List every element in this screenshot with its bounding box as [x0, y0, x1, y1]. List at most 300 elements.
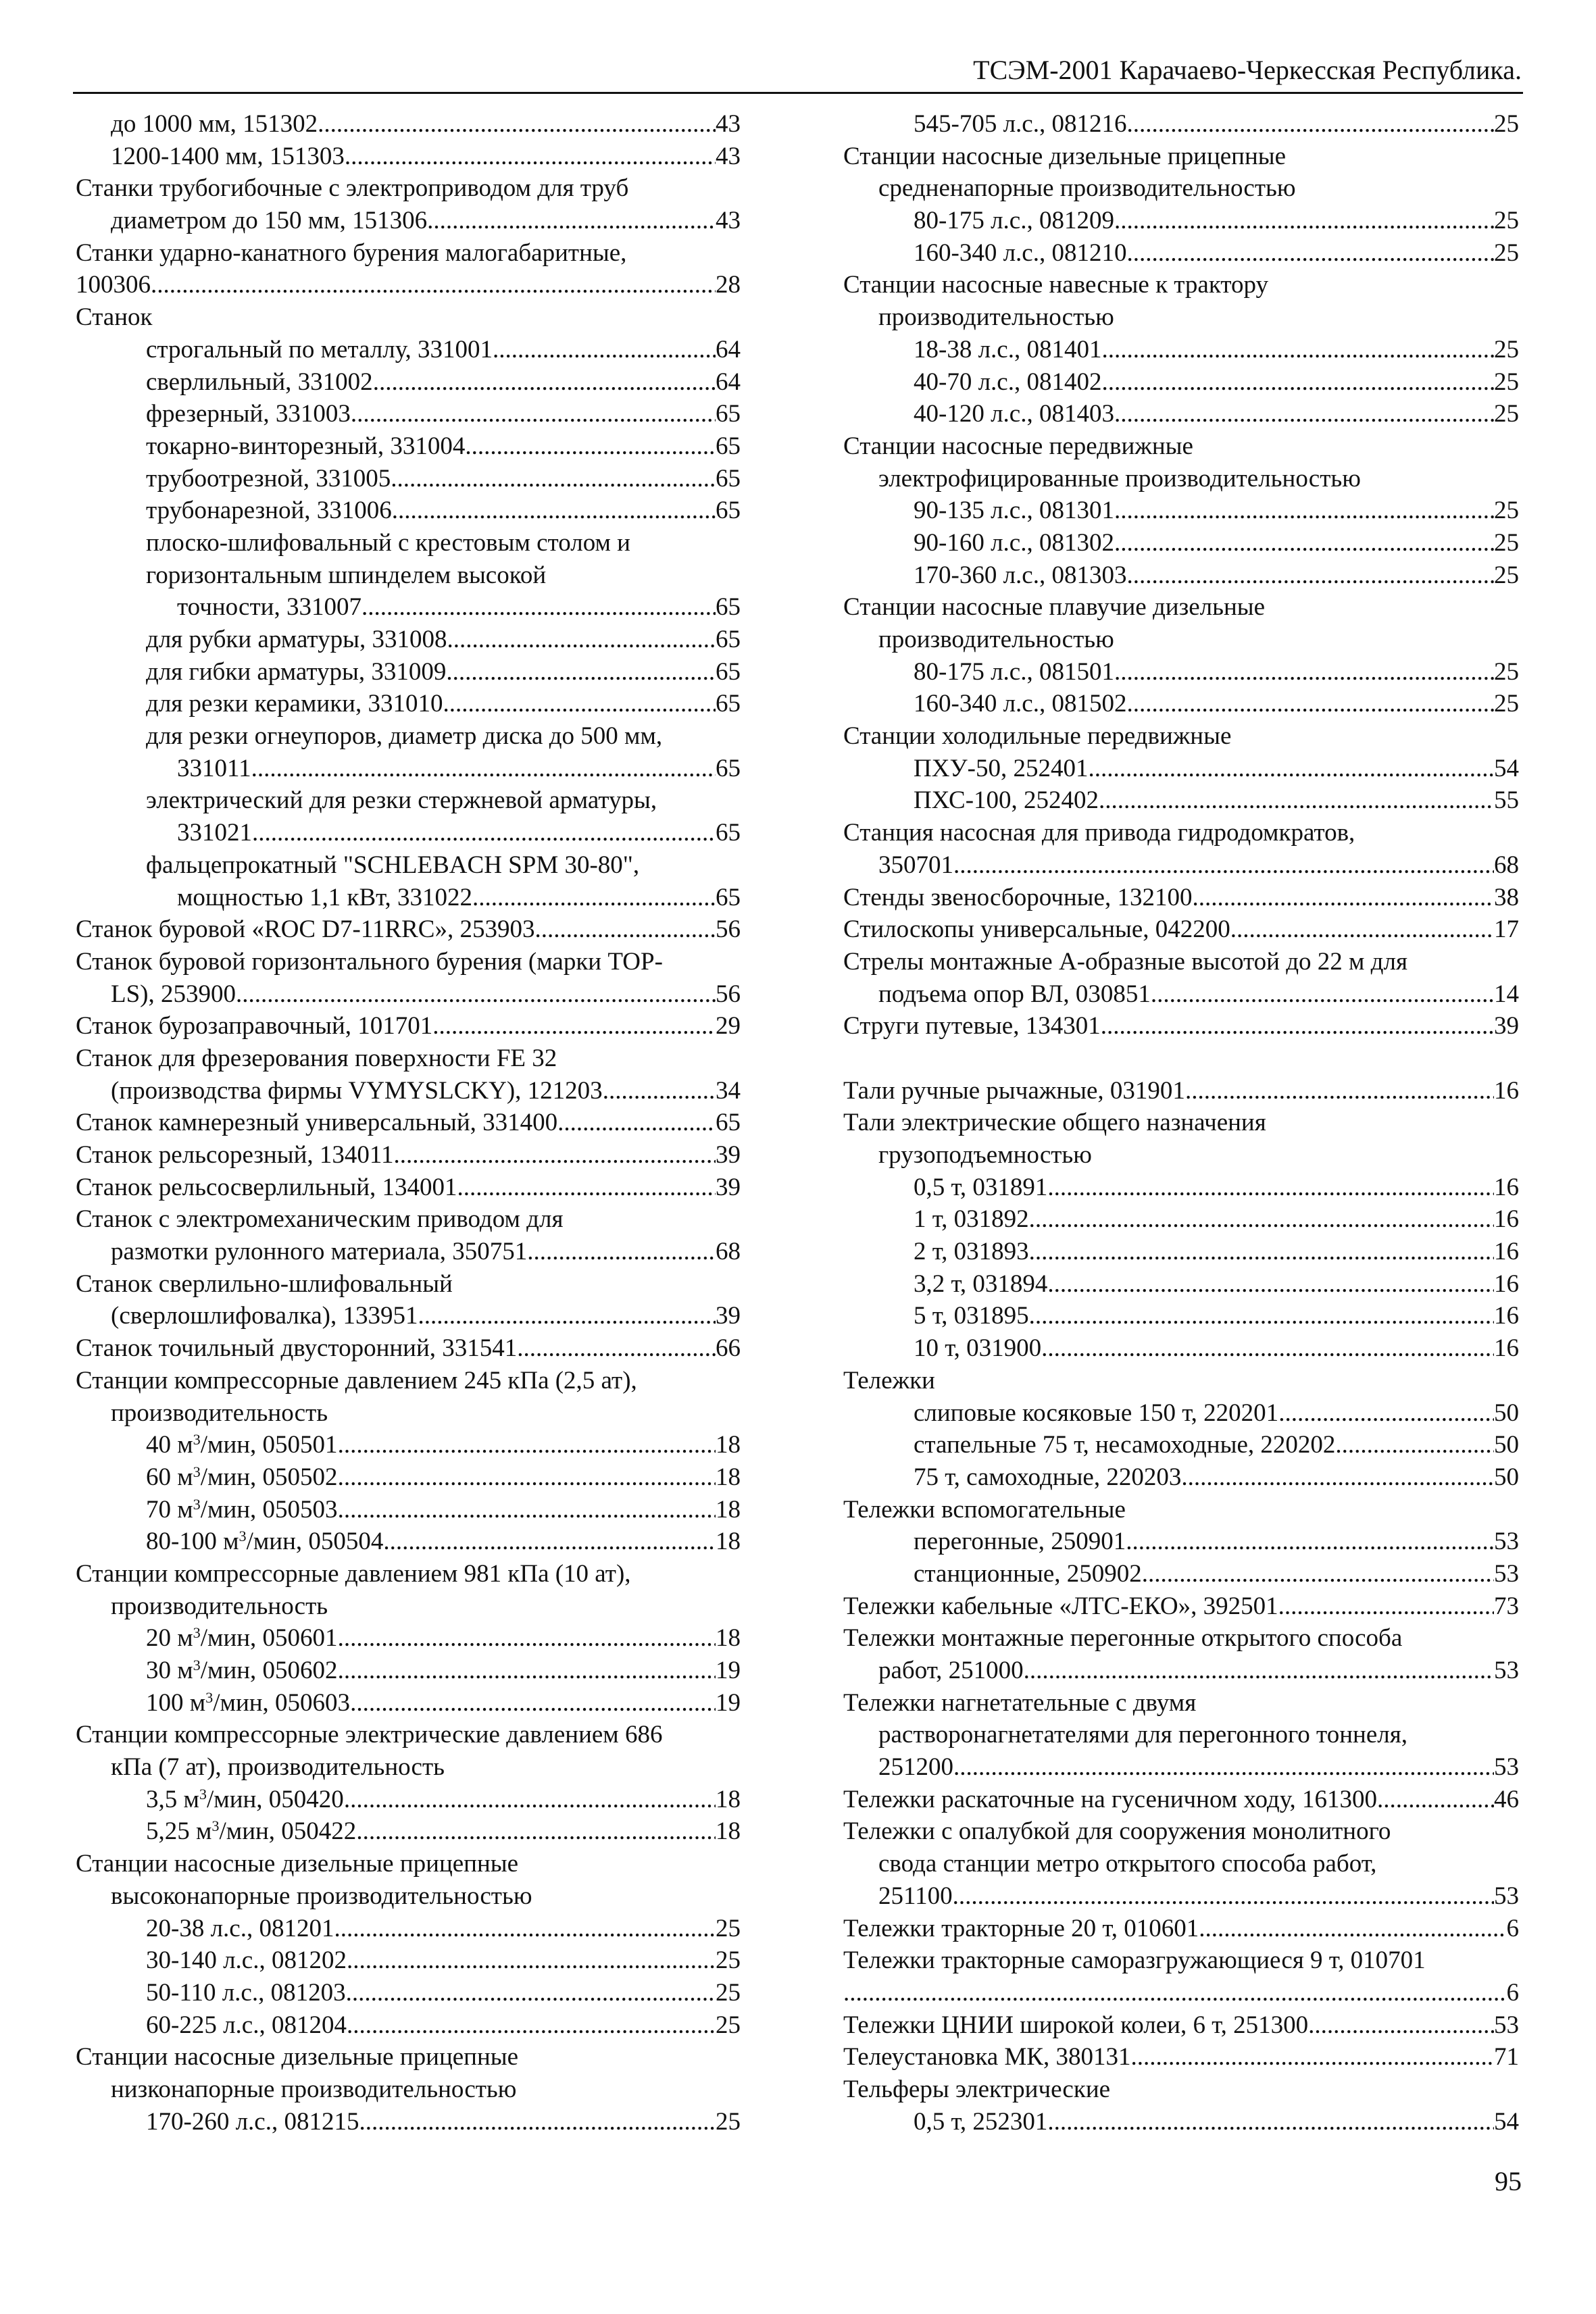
dot-leader	[334, 1913, 716, 1945]
dot-leader	[953, 849, 1494, 882]
index-entry	[76, 1784, 741, 1816]
entry-text: 80-175 л.с., 081501	[914, 657, 1114, 686]
index-entry	[843, 1687, 1519, 1719]
index-entry	[76, 1429, 741, 1461]
entry-text: Станции насосные дизельные прицепные	[76, 1850, 519, 1878]
dot-leader	[1308, 2009, 1494, 2042]
index-entry	[76, 1397, 741, 1430]
entry-text: производительность	[111, 1399, 328, 1427]
entry-page-number: 53	[1494, 1559, 1519, 1588]
index-entry	[843, 1397, 1519, 1430]
index-entry	[76, 1622, 741, 1655]
index-entry	[76, 1687, 741, 1719]
index-entry	[843, 1719, 1519, 1751]
entry-text: до 1000 мм, 151302	[111, 110, 318, 138]
entry-text: Тележки нагнетательные с двумя	[843, 1688, 1197, 1717]
entry-page-number: 43	[716, 142, 741, 170]
entry-page-number: 71	[1494, 2043, 1519, 2071]
entry-page-number: 55	[1494, 786, 1519, 815]
entry-text: точности, 331007	[177, 593, 361, 622]
entry-text: 545-705 л.с., 081216	[914, 110, 1127, 138]
index-entry	[76, 301, 741, 334]
dot-leader	[338, 1622, 716, 1655]
index-entry	[843, 172, 1519, 205]
entry-text: Струги путевые, 134301	[843, 1012, 1101, 1040]
entry-text: 5,25 $м^3$/мин, 050422	[146, 1817, 357, 1846]
index-entry	[76, 688, 741, 720]
index-entry	[76, 849, 741, 882]
dot-leader	[1029, 1203, 1494, 1236]
dot-leader	[338, 1429, 716, 1461]
entry-text: грузоподъемностью	[878, 1141, 1092, 1169]
entry-text: подъема опор ВЛ, 030851	[878, 980, 1151, 1008]
index-entry	[843, 1461, 1519, 1494]
entry-text: производительностью	[878, 626, 1114, 653]
index-entry	[843, 1848, 1519, 1880]
dot-leader	[1185, 1075, 1494, 1107]
entry-text: Телеустановка МК, 380131	[843, 2043, 1131, 2071]
index-entry	[843, 2041, 1519, 2073]
index-entry	[76, 882, 741, 914]
entry-text: 2 т, 031893	[914, 1238, 1029, 1266]
index-entry	[76, 913, 741, 946]
dot-leader	[1101, 334, 1494, 366]
entry-page-number: 18	[716, 1463, 741, 1491]
index-entry	[843, 1268, 1519, 1301]
entry-text: Тали ручные рычажные, 031901	[843, 1076, 1185, 1105]
index-entry	[843, 1913, 1519, 1945]
dot-leader	[493, 334, 716, 366]
index-entry	[76, 784, 741, 817]
entry-page-number: 65	[716, 690, 741, 718]
entry-text: перегонные, 250901	[914, 1528, 1126, 1556]
entry-page-number: 53	[1494, 1528, 1519, 1556]
index-column-right	[843, 108, 1519, 2138]
index-entry	[843, 1010, 1519, 1042]
entry-page-number: 65	[716, 883, 741, 911]
entry-page-number: 53	[1494, 2011, 1519, 2039]
dot-leader	[603, 1075, 716, 1107]
index-entry	[76, 1010, 741, 1042]
index-entry	[843, 1236, 1519, 1268]
entry-text: размотки рулонного материала, 350751	[111, 1238, 528, 1266]
entry-text: производительностью	[878, 303, 1114, 332]
index-entry	[843, 1429, 1519, 1461]
dot-leader	[1126, 688, 1494, 720]
dot-leader	[517, 1332, 716, 1365]
index-entry	[76, 1880, 741, 1913]
dot-leader	[1029, 1236, 1494, 1268]
entry-text: 1 т, 031892	[914, 1205, 1029, 1234]
dot-leader	[953, 1880, 1494, 1913]
entry-text: 251100	[878, 1882, 953, 1910]
entry-text: Станции насосные навесные к трактору	[843, 271, 1269, 299]
index-entry	[843, 946, 1519, 978]
dot-leader	[1114, 205, 1494, 237]
entry-text: Тележки ЦНИИ широкой колеи, 6 т, 251300	[843, 2011, 1309, 2039]
entry-text: средненапорные производительностью	[878, 174, 1296, 203]
dot-leader	[318, 108, 716, 141]
entry-page-number: 25	[1494, 690, 1519, 718]
entry-text: 0,5 т, 031891	[914, 1173, 1048, 1201]
entry-text: LS), 253900	[111, 980, 236, 1008]
index-entry	[76, 1655, 741, 1687]
index-entry	[843, 1784, 1519, 1816]
entry-text: стапельные 75 т, несамоходные, 220202	[914, 1431, 1336, 1459]
entry-text: Тележки вспомогательные	[843, 1495, 1126, 1524]
index-entry	[843, 527, 1519, 559]
index-entry	[76, 1268, 741, 1301]
entry-text: сверлильный, 331002	[146, 368, 373, 396]
index-entry	[76, 1815, 741, 1848]
index-entry	[76, 1944, 741, 1977]
entry-page-number: 65	[716, 657, 741, 686]
index-entry	[843, 463, 1519, 495]
dot-leader	[418, 1300, 716, 1332]
entry-page-number: 14	[1494, 980, 1519, 1008]
entry-text: токарно-винторезный, 331004	[146, 432, 466, 460]
entry-text: для резки керамики, 331010	[146, 690, 443, 718]
index-entry	[843, 269, 1519, 301]
dot-leader	[338, 1494, 716, 1526]
entry-text: строгальный по металлу, 331001	[146, 335, 493, 363]
entry-text: низконапорные производительностью	[111, 2075, 517, 2103]
dot-leader	[252, 817, 716, 849]
entry-page-number: 65	[716, 754, 741, 782]
entry-text: 331021	[177, 819, 252, 847]
entry-page-number: 25	[716, 2107, 741, 2136]
index-entry	[76, 141, 741, 173]
entry-page-number: 68	[1494, 851, 1519, 879]
dot-leader	[1114, 398, 1494, 430]
entry-page-number: 16	[1494, 1205, 1519, 1234]
entry-page-number: 25	[716, 1978, 741, 2007]
entry-page-number: 53	[1494, 1753, 1519, 1782]
dot-leader	[1230, 913, 1494, 946]
dot-leader	[534, 913, 716, 946]
entry-text: работ, 251000	[878, 1657, 1024, 1684]
dot-leader	[1047, 1172, 1494, 1204]
entry-text: 60-225 л.с., 081204	[146, 2011, 347, 2039]
index-entry	[76, 2106, 741, 2138]
entry-text: Тележки тракторные 20 т, 010601	[843, 1914, 1199, 1942]
dot-leader	[1126, 237, 1494, 270]
index-entry	[76, 753, 741, 785]
entry-page-number: 68	[716, 1238, 741, 1266]
dot-leader	[447, 624, 716, 656]
entry-page-number: 46	[1494, 1785, 1519, 1813]
entry-text: 160-340 л.с., 081502	[914, 690, 1127, 718]
entry-text: высоконапорные производительностью	[111, 1882, 532, 1910]
entry-page-number: 65	[716, 1109, 741, 1137]
entry-page-number: 43	[716, 110, 741, 138]
dot-leader	[1029, 1300, 1494, 1332]
index-entry	[843, 237, 1519, 270]
index-entry	[843, 1977, 1519, 2009]
entry-page-number: 54	[1494, 754, 1519, 782]
index-entry	[843, 1203, 1519, 1236]
index-entry	[76, 1139, 741, 1172]
index-entry	[843, 913, 1519, 946]
index-entry	[76, 559, 741, 592]
entry-page-number: 16	[1494, 1334, 1519, 1363]
entry-text: Тележки тракторные саморазгружающиеся 9 т, 010701	[843, 1946, 1426, 1975]
dot-leader	[1278, 1590, 1494, 1623]
dot-leader	[383, 1526, 716, 1558]
dot-leader	[151, 269, 716, 301]
entry-text: 75 т, самоходные, 220203	[914, 1463, 1182, 1491]
dot-leader	[1114, 495, 1494, 527]
entry-text: Тележки	[843, 1366, 935, 1394]
index-entry	[843, 334, 1519, 366]
dot-leader	[373, 366, 716, 399]
index-entry	[76, 269, 741, 301]
entry-text: плоско-шлифовальный с крестовым столом и	[146, 528, 630, 557]
index-entry	[843, 1751, 1519, 1784]
entry-text: фальцепрокатный "SCHLEBACH SPM 30-80",	[146, 851, 640, 879]
index-entry	[76, 430, 741, 463]
index-entry	[843, 1494, 1519, 1526]
entry-text: Станции холодильные передвижные	[843, 722, 1232, 751]
dot-leader	[557, 1107, 716, 1139]
entry-page-number: 66	[716, 1334, 741, 1363]
entry-text: Станок рельсорезный, 134011	[76, 1141, 394, 1169]
index-entry	[76, 1461, 741, 1494]
entry-text: диаметром до 150 мм, 151306	[111, 207, 428, 235]
dot-leader	[1101, 1010, 1494, 1042]
entry-text: Станок точильный двусторонний, 331541	[76, 1334, 518, 1363]
dot-leader	[1142, 1558, 1494, 1590]
entry-text: Станции насосные передвижные	[843, 432, 1193, 460]
index-entry	[76, 1913, 741, 1945]
entry-page-number: 25	[1494, 368, 1519, 396]
index-entry	[843, 720, 1519, 753]
entry-page-number: 64	[716, 368, 741, 396]
entry-page-number: 17	[1494, 915, 1519, 944]
index-entry	[76, 205, 741, 237]
entry-page-number: 65	[716, 593, 741, 622]
entry-text: 170-360 л.с., 081303	[914, 561, 1127, 589]
entry-page-number: 39	[716, 1141, 741, 1169]
entry-page-number: 18	[716, 1817, 741, 1846]
entry-text: Станок рельсосверлильный, 134001	[76, 1173, 457, 1201]
entry-page-number: 29	[716, 1012, 741, 1040]
index-entry	[76, 2041, 741, 2073]
entry-text: 80-100 $м^3$/мин, 050504	[146, 1528, 384, 1556]
entry-page-number: 25	[1494, 528, 1519, 557]
entry-text: 0,5 т, 252301	[914, 2107, 1048, 2136]
index-entry	[843, 753, 1519, 785]
index-entry	[843, 849, 1519, 882]
entry-text: 18-38 л.с., 081401	[914, 335, 1102, 363]
entry-text: 70 $м^3$/мин, 050503	[146, 1495, 338, 1524]
index-entry	[843, 1365, 1519, 1397]
index-entry	[76, 1172, 741, 1204]
dot-leader	[446, 656, 716, 688]
index-entry	[76, 1365, 741, 1397]
entry-text: Тележки с опалубкой для сооружения монолитного	[843, 1817, 1391, 1846]
entry-page-number: 18	[716, 1528, 741, 1556]
index-entry	[76, 527, 741, 559]
entry-page-number: 16	[1494, 1076, 1519, 1105]
entry-text: растворонагнетателями для перегонного тоннеля,	[878, 1721, 1407, 1749]
dot-leader	[356, 1815, 716, 1848]
entry-text: 331011	[177, 754, 251, 782]
entry-text: 3,5 $м^3$/мин, 050420	[146, 1785, 344, 1813]
entry-page-number: 50	[1494, 1463, 1519, 1491]
entry-text: (производства фирмы VYMYSLCKY), 121203	[111, 1076, 603, 1105]
entry-text: 90-160 л.с., 081302	[914, 528, 1114, 557]
dot-leader	[1088, 753, 1494, 785]
entry-page-number: 16	[1494, 1302, 1519, 1330]
entry-page-number: 34	[716, 1076, 741, 1105]
index-entry	[76, 334, 741, 366]
entry-page-number: 65	[716, 497, 741, 525]
dot-leader	[351, 398, 716, 430]
index-entry	[76, 978, 741, 1011]
entry-text: 100306	[76, 271, 151, 299]
entry-text: Тележки монтажные перегонные открытого способа	[843, 1624, 1403, 1653]
entry-text: для резки огнеупоров, диаметр диска до 500 мм,	[146, 722, 663, 751]
entry-page-number: 56	[716, 915, 741, 944]
index-entry	[843, 1107, 1519, 1139]
entry-page-number: 16	[1494, 1173, 1519, 1201]
dot-leader	[443, 688, 716, 720]
entry-text: Стилоскопы универсальные, 042200	[843, 915, 1230, 944]
entry-page-number: 50	[1494, 1399, 1519, 1427]
index-entry	[843, 1655, 1519, 1687]
index-entry	[843, 1332, 1519, 1365]
entry-page-number: 25	[1494, 335, 1519, 363]
index-entry	[843, 1172, 1519, 1204]
entry-page-number: 53	[1494, 1882, 1519, 1910]
index-entry	[76, 656, 741, 688]
entry-text: Станок	[76, 303, 153, 332]
entry-page-number: 39	[1494, 1012, 1519, 1040]
entry-text: Тележки раскаточные на гусеничном ходу, 161300	[843, 1785, 1378, 1813]
entry-text: Станции насосные дизельные прицепные	[76, 2043, 519, 2071]
entry-text: 60 $м^3$/мин, 050502	[146, 1463, 338, 1491]
entry-page-number: 54	[1494, 2107, 1519, 2136]
entry-page-number: 53	[1494, 1657, 1519, 1684]
index-entry	[843, 656, 1519, 688]
index-entry	[843, 2009, 1519, 2042]
dot-leader	[1114, 656, 1494, 688]
entry-page-number: 19	[716, 1657, 741, 1684]
index-entry	[843, 1815, 1519, 1848]
dot-leader	[1377, 1784, 1494, 1816]
entry-text: 20-38 л.с., 081201	[146, 1914, 334, 1942]
entry-text: трубоотрезной, 331005	[146, 464, 391, 493]
index-entry	[76, 1526, 741, 1558]
entry-page-number: 39	[716, 1302, 741, 1330]
dot-leader	[843, 1977, 1507, 2009]
entry-text: производительность	[111, 1592, 328, 1620]
entry-text: Станции компрессорные давлением 245 кПа (2,5 ат),	[76, 1366, 637, 1394]
dot-leader	[346, 1977, 716, 2009]
entry-page-number: 65	[716, 464, 741, 493]
entry-text: 350701	[878, 851, 953, 879]
entry-page-number: 50	[1494, 1431, 1519, 1459]
index-entry	[76, 1300, 741, 1332]
entry-text: Станок буровой горизонтального бурения (марки TOP-	[76, 947, 663, 976]
dot-leader	[1126, 559, 1494, 592]
dot-leader	[361, 591, 716, 624]
entry-page-number: 18	[716, 1785, 741, 1813]
entry-text: Станции насосные дизельные прицепные	[843, 142, 1287, 170]
dot-leader	[344, 1784, 716, 1816]
index-entry	[76, 2009, 741, 2042]
entry-text: Станок для фрезерования поверхности FE 32	[76, 1044, 557, 1072]
entry-page-number: 25	[1494, 110, 1519, 138]
entry-text: ПХС-100, 252402	[914, 786, 1099, 815]
entry-text: 80-175 л.с., 081209	[914, 207, 1114, 235]
entry-text: 20 $м^3$/мин, 050601	[146, 1624, 338, 1653]
blank-line	[843, 1042, 1519, 1075]
dot-leader	[350, 1687, 716, 1719]
entry-text: Станция насосная для привода гидродомкратов,	[843, 819, 1355, 847]
dot-leader	[457, 1172, 716, 1204]
entry-text: 1200-1400 мм, 151303	[111, 142, 345, 170]
index-entry	[843, 978, 1519, 1011]
dot-leader	[1199, 1913, 1506, 1945]
entry-text: свода станции метро открытого способа работ,	[878, 1850, 1377, 1878]
entry-page-number: 6	[1506, 1914, 1519, 1942]
index-entry	[76, 237, 741, 270]
index-entry	[76, 1236, 741, 1268]
index-entry	[843, 559, 1519, 592]
index-entry	[76, 1494, 741, 1526]
entry-page-number: 6	[1506, 1978, 1519, 2007]
entry-text: Станок с электромеханическим приводом для	[76, 1205, 564, 1234]
entry-page-number: 73	[1494, 1592, 1519, 1620]
index-entry	[843, 366, 1519, 399]
entry-text: электрический для резки стержневой арматуры,	[146, 786, 657, 815]
index-entry	[843, 205, 1519, 237]
index-entry	[76, 946, 741, 978]
index-entry	[843, 1558, 1519, 1590]
index-entry	[843, 882, 1519, 914]
index-entry	[76, 495, 741, 527]
index-entry	[843, 1622, 1519, 1655]
dot-leader	[1101, 366, 1494, 399]
entry-text: 160-340 л.с., 081210	[914, 238, 1127, 267]
dot-leader	[1278, 1397, 1494, 1430]
entry-text: станционные, 250902	[914, 1559, 1142, 1588]
entry-text: 3,2 т, 031894	[914, 1269, 1048, 1298]
index-entry	[76, 2073, 741, 2106]
entry-text: Станки ударно-канатного бурения малогабаритные,	[76, 238, 627, 267]
index-entry	[843, 1075, 1519, 1107]
dot-leader	[1114, 527, 1494, 559]
index-column-left	[76, 108, 741, 2138]
entry-text: 10 т, 031900	[914, 1334, 1042, 1363]
entry-page-number: 25	[716, 2011, 741, 2039]
entry-page-number: 38	[1494, 883, 1519, 911]
dot-leader	[392, 495, 716, 527]
dot-leader	[427, 205, 716, 237]
dot-leader	[465, 430, 716, 463]
entry-text: для рубки арматуры, 331008	[146, 626, 447, 653]
entry-text: (сверлошлифовалка), 133951	[111, 1302, 418, 1330]
entry-text: 170-260 л.с., 081215	[146, 2107, 359, 2136]
index-entry	[843, 591, 1519, 624]
index-entry	[843, 1300, 1519, 1332]
entry-page-number: 16	[1494, 1269, 1519, 1298]
index-entry	[76, 463, 741, 495]
dot-leader	[236, 978, 716, 1011]
index-entry	[843, 495, 1519, 527]
